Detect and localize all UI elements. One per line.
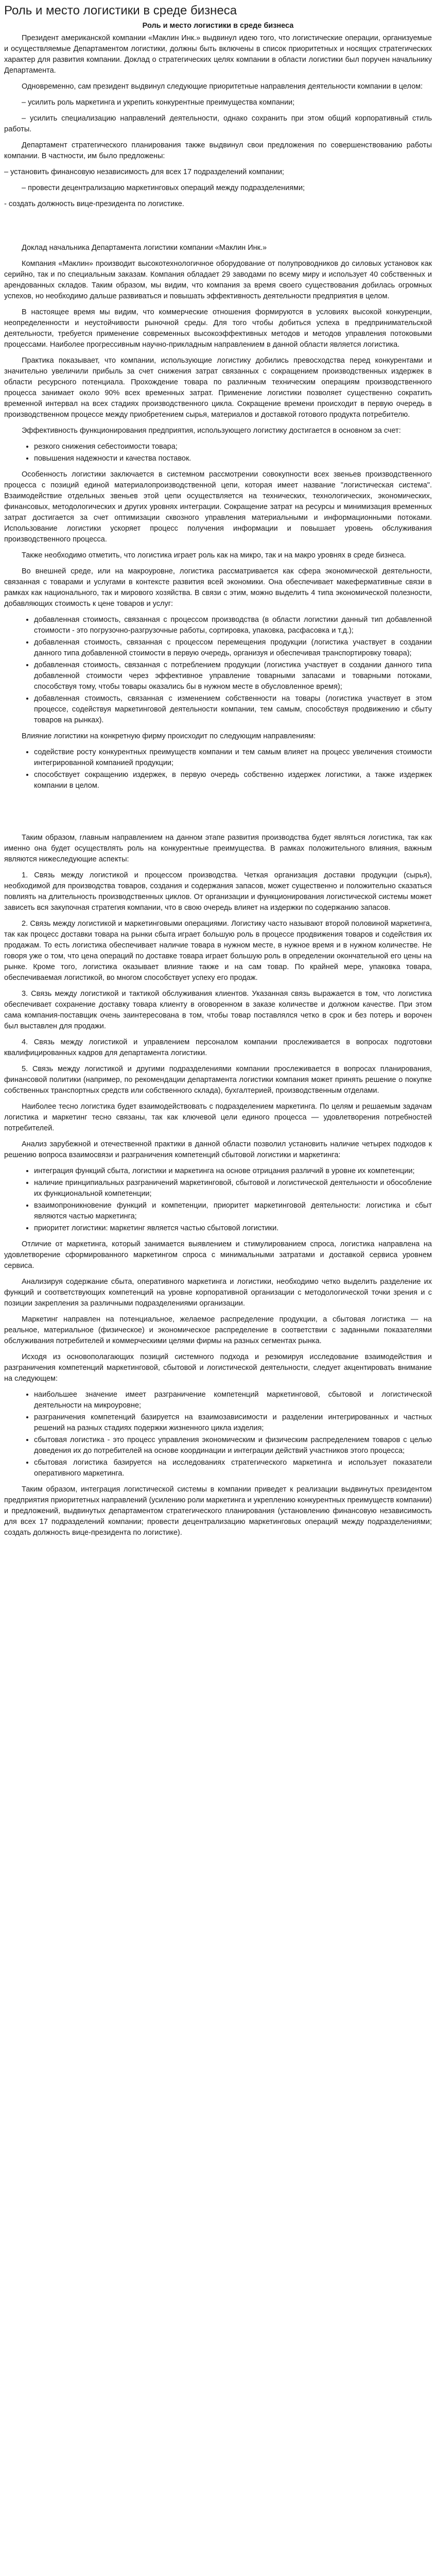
list-item: • добавленная стоимость, связанная с процессом производства (в области логистики данный тип добавленной стоимости - это погрузочно-разгрузочные работы, сортировка, упаковка, расфасовка и т.д.); <box>34 615 432 636</box>
bullet-list <box>4 1166 432 1234</box>
body-paragraph: Компания «Маклин» производит высокотехнологичное оборудование от полупроводников до силовых установок как серийно, так и по специальным заказам. Компания обладает 29 заводами по всему миру и использует 40 собственных и арендованных складов. Таким образом, мы видим, что компания за время своего существования добилась огромных успехов, но необходимо дальше развиваться и повышать эффективность деятельности предприятия в целом. <box>4 260 432 300</box>
bullet-list <box>4 442 432 464</box>
report-signature: Доклад начальника Департамента логистики компании «Маклин Инк.» <box>22 244 267 252</box>
body-paragraph: Наиболее тесно логистика будет взаимодействовать с подразделением маркетинга. По целям и решаемым задачам логистика и маркетинг тесно связаны, так как ключевой цели единого процесса — удовлетворения потребностей потребителей. <box>4 1103 432 1132</box>
body-paragraph: Эффективность функционирования предприятия, использующего логистику достигается в основном за счет: <box>22 427 401 435</box>
body-paragraph: Маркетинг направлен на потенциальное, желаемое распределение продукции, а сбытовая логистика — на реальное, материальное (физическое) и экономическое распределение в соответствии с заданными показателями обслуживания потребителей и коммерческими целями фирмы на разных сегментах рынка. <box>4 1315 432 1345</box>
body-paragraph: 5. Связь между логистикой и другими подразделениями компании прослеживается в вопросах планирования, финансовой политики (например, по рекомендации департамента логистики компания может принять решение о покупке собственных транспортных средств или собственного склада), бухгалтерией, производственным отделами. <box>4 1065 432 1095</box>
intro-paragraph: Президент американской компании «Маклин Инк.» выдвинул идею того, что логистические операции, организуемые и осуществляемые Департаментом логистики, должны быть включены в список приоритетных и носящих стратегических характер для развития компании. Доклад о стратегических целях компании в области логистики был поручен начальнику Департамента. <box>4 34 432 75</box>
body-paragraph: Влияние логистики на конкретную фирму происходит по следующим направлениям: <box>22 732 316 740</box>
list-item: • интеграция функций сбыта, логистики и маркетинга на основе отрицания различий в уровне их компетенции; <box>34 1166 432 1177</box>
list-item: • добавленная стоимость, связанная с процессом перемещения продукции (логистика участвует в создании данного типа добавленной стоимости в первую очередь, организуя и обеспечивая транспортировку товара); <box>34 637 432 659</box>
body-paragraph: Отличие от маркетинга, который занимается выявлением и стимулированием спроса, логистика направлена на удовлетворение сформированного маркетингом спроса с минимальными затратами и доставкой сервиса уровнем сервиса. <box>4 1240 432 1270</box>
body-paragraph: Исходя из основополагающих позиций системного подхода и резюмируя исследование взаимодействия и разграничения компетенций маркетинговой, сбытовой и логистической деятельности, следует акцентировать внимание на следующем: <box>4 1353 432 1383</box>
bullet-list <box>4 1389 432 1479</box>
spacer <box>4 796 432 833</box>
body-paragraph: 3. Связь между логистикой и тактикой обслуживания клиентов. Указанная связь выражается в том, что логистика обеспечивает сохранение доставку товара клиенту в оговоренном в заказе количестве и должном качестве. При этом сама компания-поставщик очень заинтересована в том, чтобы товар поставлялся четко в срок и без потерь и ворочен был выставлен для продажи. <box>4 990 432 1030</box>
bullet-list <box>4 747 432 791</box>
intro-paragraph: – установить финансовую независимость для всех 17 подразделений компании; <box>4 168 284 176</box>
list-item: • добавленная стоимость, связанная с потреблением продукции (логистика участвует в создании данного типа добавленной стоимости через эффективное управление товарными запасами и товарными потоками, способствуя тому, чтобы товары оказались бы в нужном месте в обусловленное время); <box>34 660 432 692</box>
list-item: • сбытовая логистика базируется на исследованиях стратегического маркетинга и использует показатели оперативного маркетинга. <box>34 1458 432 1479</box>
list-item: • сбытовая логистика - это процесс управления экономическим и физическим распределением товаров с целью доведения их до потребителей на основе координации и интеграции действий участников этого процесса; <box>34 1435 432 1456</box>
page-title: Роль и место логистики в среде бизнеса <box>4 4 237 18</box>
list-item: • наибольшее значение имеет разграничение компетенций маркетинговой, сбытовой и логистической деятельности на микроуровне; <box>34 1389 432 1411</box>
list-item: • содействие росту конкурентных преимуществ компании и тем самым влияет на процесс увеличения стоимости интегрированной компанией продукции; <box>34 747 432 769</box>
body-paragraph: Практика показывает, что компании, использующие логистику добились превосходства перед конкурентами и значительно увеличили прибыль за счет снижения затрат связанных с сокращением производственных издержек в области ресурсного потенциала. Прохождение товара по различным техническим операциям производственного процесса занимает около 90% всех временных затрат. Применение логистики позволяет существенно сократить временной интервал на всех стадиях производственного цикла. Сокращение времени происходит в первую очередь в производственном процессе между приобретением сырья, материалов и доставкой готового продукта потребителю. <box>4 357 432 419</box>
body-paragraph: Также необходимо отметить, что логистика играет роль как на микро, так и на макро уровнях в среде бизнеса. <box>22 551 406 560</box>
body-paragraph: Таким образом, интеграция логистической системы в компании приведет к реализации выдвинутых президентом предприятия приоритетных направлений (усилению роли маркетинга и укреплению конкурентных преимуществ компании) и предложений, выдвинутых департаментом стратегического планирования (установлению финансовую независимость для всех 17 подразделений компании; провести децентрализацию маркетинговых операций между подразделениями; создать должность вице-президента по логистике). <box>4 1485 432 1537</box>
body-paragraph: Во внешней среде, или на макроуровне, логистика рассматривается как сфера экономической деятельности, связанная с товарами и услугами в контексте развития всей экономики. Она обеспечивает макефермативные связи в рамках как национального, так и мирового хозяйства. В связи с этим, можно выделить 4 типа экономической полезности, добавляющих стоимость к цене товаров и услуг: <box>4 567 432 608</box>
body-paragraph: В настоящее время мы видим, что коммерческие отношения формируются в условиях высокой конкуренции, неопределенности и неустойчивости рыночной среды. Для того чтобы добиться успеха в предпринимательской деятельности, требуется применение современных высокоэффективных методов и методов управления потоковыми процессами. Наиболее прогрессивным научно-прикладным направлением в данной области является логистика. <box>4 308 432 349</box>
list-item: • повышения надежности и качества поставок. <box>34 453 432 464</box>
intro-paragraph: – усилить роль маркетинга и укрепить конкурентные преимущества компании; <box>22 98 295 107</box>
list-item: • взаимопроникновение функций и компетенции, приоритет маркетинговой деятельности: логистика и сбыт являются частью маркетинга; <box>34 1200 432 1222</box>
list-item: • разграничения компетенций базируется на взаимозависимости и разделении интегрированных и частных решений на разных стадиях подержки жизненного цикла изделия; <box>34 1412 432 1434</box>
list-item: • способствует сокращению издержек, в первую очередь собственно издержек логистики, а также издержек компании в целом. <box>34 770 432 791</box>
list-item: • приоритет логистики: маркетинг является частью сбытовой логистики. <box>34 1223 432 1234</box>
list-item: • наличие принципиальных разграничений маркетинговой, сбытовой и логистической деятельности и обособление их функциональной компетенции; <box>34 1178 432 1199</box>
intro-paragraph: – провести децентрализацию маркетинговых операций между подразделениями; <box>22 184 305 192</box>
list-item: • добавленная стоимость, связанная с изменением собственности на товары (логистика участвует в этом процессе, содействуя маркетинговой деятельности компании, тем самым, способствуя продвижению и сбыту товаров на рынках). <box>34 693 432 726</box>
subtitle: Роль и место логистики в среде бизнеса <box>142 22 294 30</box>
intro-paragraph: Департамент стратегического планирования также выдвинул свои предложения по совершенствованию работы компании. В частности, им было предложены: <box>4 141 432 160</box>
body-paragraph: Анализируя содержание сбыта, оперативного маркетинга и логистики, необходимо четко выделить разделение их функций и соответствующих компетенций на уровне корпоративной организации с методологической точки зрения и с позиции закрепления за различными подразделениями организации. <box>4 1278 432 1308</box>
body-paragraph: 2. Связь между логистикой и маркетинговыми операциями. Логистику часто называют второй половиной маркетинга, так как процесс доставки товара на рынки сбыта играет большую роль в процессе продвижения товаров и содействия их продажам. То есть логистика обеспечивает наличие товара в нужном месте, в нужное время и в нужном количестве. Не говоря уже о том, что цена операций по доставке товара играет большую роль в определении окончательной его цены на рынке. Кроме того, логистика оказывает влияние также и на сам товар. По крайней мере, упаковка товара, обеспечиваемая логистикой, во многом способствует успеху его продаж. <box>4 920 432 982</box>
body-paragraph: Таким образом, главным направлением на данном этапе развития производства будет являться логистика, так как именно она будет осуществлять роль на конкурентные преимущества. В рамках положительного влияния, важным являются нижеследующие аспекты: <box>4 834 432 863</box>
intro-paragraph: – усилить специализацию направлений деятельности, однако сохранить при этом общий корпоративный стиль работы. <box>4 114 432 133</box>
intro-paragraph: Одновременно, сам президент выдвинул следующие приоритетные направления деятельности компании в целом: <box>22 82 423 91</box>
body-paragraph: 4. Связь между логистикой и управлением персоналом компании прослеживается в вопросах подготовки квалифицированных кадров для департамента логистики. <box>4 1038 432 1057</box>
body-paragraph: 1. Связь между логистикой и процессом производства. Четкая организация доставки продукции (сырья), необходимой для производства товаров, создания и содержания запасов, может существенно и положительно сказаться повлиять на длительность производственных циклов. От организации и функционирования логистической системы может зависеть вся закупочная стратегия компании, что в свою очередь влияет на издержки по содержанию запасов. <box>4 871 432 912</box>
body-paragraph: Особенность логистики заключается в системном рассмотрении совокупности всех звеньев производственного процесса с позиций единой материалопроизводственной цепи, которая имеет название "логистическая система". Взаимодействие отдельных звеньев этой цепи осуществляется на технических, технологических, экономических, финансовых, методологических и других уровнях интеграции. Сокращение затрат на ресурсы и минимизация временных затрат достигается за счет оптимизации сквозного управления материальными и информационными потоками. Использование логистики ускоряет процесс получения информации и повышает уровень обслуживания производственного процесса. <box>4 470 432 544</box>
bullet-list <box>4 615 432 726</box>
body-paragraph: Анализ зарубежной и отечественной практики в данной области позволил установить наличие четырех подходов к решению вопроса взаимосвязи и разграничения компетенций сбытовой логистики и маркетинга: <box>4 1140 432 1159</box>
list-item: • резкого снижения себестоимости товара; <box>34 442 432 452</box>
intro-paragraph: - создать должность вице-президента по логистике. <box>4 200 184 208</box>
